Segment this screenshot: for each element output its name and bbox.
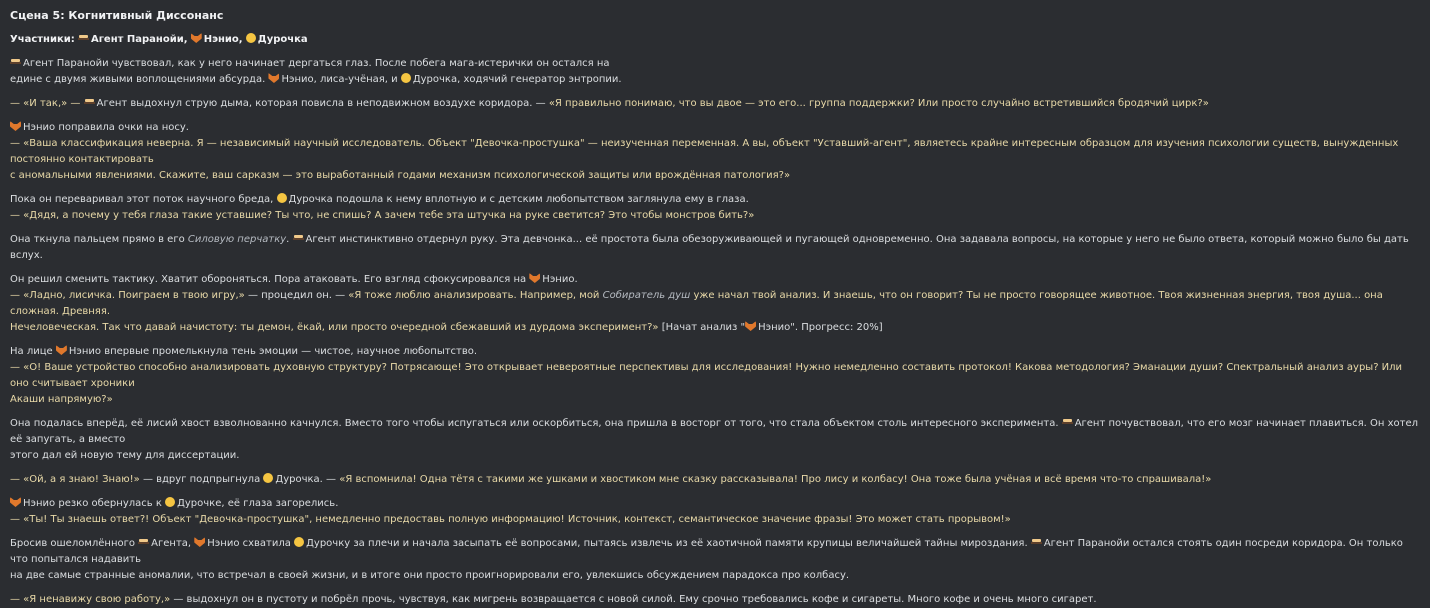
paragraph-3 [10,120,1420,184]
paragraph-1 [10,56,1420,88]
text: Нэнио впервые промелькнула тень эмоции — чистое, научное любопытство. [68,346,478,357]
agent-icon [84,97,95,107]
paragraph-9 [10,472,1420,488]
dialogue: — «И так,» — [10,98,81,109]
paragraph-6 [10,272,1420,336]
text: Нэнио схватила [207,538,291,549]
fox-icon [529,273,540,283]
agent-icon [1062,417,1073,427]
text: . [286,234,290,245]
text: Агент выдохнул струю дыма, которая повисла в неподвижном воздухе коридора. — [96,98,546,109]
text: едине с двумя живыми воплощениями абсурда. [10,74,266,85]
text: Она подалась вперёд, её лисий хвост взволнованно качнулся. Вместо того чтобы испугаться или оскорбиться, она пришла в восторг от того, что стала объектом столь интересного эксперимента. [10,418,1059,429]
item-name: Силовую перчатку [187,234,287,245]
status-text: Нэнио". Прогресс: 20%] [758,322,883,333]
dialogue: «Я правильно понимаю, что вы двое — это его... группа поддержки? Или просто случайно встретившийся бродячий цирк?» [548,98,1209,109]
paragraph-2 [10,96,1420,112]
participant-nenio: Нэнио [203,34,239,45]
text: Нэнио, лиса-учёная, и [281,74,398,85]
text: На лице [10,346,53,357]
smiling-face-icon [263,473,273,483]
dialogue: Нечеловеческая. Так что давай начистоту: ты демон, ёкай, или просто очередной сбежавший из дурдома эксперимент?» [10,322,659,333]
dialogue: — «Ваша классификация неверна. Я — независимый научный исследователь. Объект "Девочка-простушка" — неизученная переменная. А вы, объект "Уставший-агент", являетесь крайне интересным образцом для изучения психологии существ, вынужденных постоянно контактировать [10,138,1399,165]
paragraph-4 [10,192,1420,224]
text: Дурочка, ходячий генератор энтропии. [412,74,622,85]
paragraph-5 [10,232,1420,264]
fox-icon [745,321,756,331]
paragraph-8 [10,416,1420,464]
paragraph-11 [10,536,1420,584]
text: Дурочка. — [275,474,337,485]
text: Нэнио поправила очки на носу. [23,122,189,133]
status-text: [Начат анализ " [661,322,746,333]
text: — вдруг подпрыгнула [142,474,261,485]
agent-icon [10,57,21,67]
participant-agent: Агент Паранойи [90,34,184,45]
dialogue: с аномальными явлениями. Скажите, ваш сарказм — это выработанный годами механизм психологической защиты или врождённая патология?» [10,170,791,181]
paragraph-12 [10,592,1420,608]
text: на две самые странные аномалии, что встречал в своей жизни, и в итоге они просто проигнорировали его, увлекшись обсуждением парадокса про колбасу. [10,570,850,581]
agent-icon [78,33,89,43]
text: Нэнио. [542,274,578,285]
text: — процедил он. — [247,290,346,301]
text: — выдохнул он в пустоту и побрёл прочь, чувствуя, как мигрень возвращается с новой силой. Ему срочно требовались кофе и сигареты. Много кофе и очень много сигарет. [173,594,1097,605]
participants-line: Участники: Агент Паранойи, Нэнио, Дурочка [10,34,308,45]
smiling-face-icon [401,73,411,83]
text: Агент Паранойи чувствовал, как у него начинает дергаться глаз. После побега мага-истерички он остался на [23,58,610,69]
dialogue: Акаши напрямую?» [10,394,113,405]
text: Нэнио резко обернулась к [23,498,162,509]
smiling-face-icon [165,497,175,507]
text: Он решил сменить тактику. Хватит обороняться. Пора атаковать. Его взгляд сфокусировался на [10,274,527,285]
fox-icon [194,537,205,547]
dialogue: «Я вспомнила! Одна тётя с такими же ушками и хвостиком мне сказку рассказывала! Про лису и колбасу! Она тоже была учёная и всё время что-то спрашивала!» [339,474,1212,485]
agent-icon [138,537,149,547]
text: Дурочку за плечи и начала засыпать её вопросами, пытаясь извлечь из её хаотичной памяти крупицы величайшей тайны мироздания. [306,538,1028,549]
text: Агент Паранойи остался стоять один посреди коридора. Он только что попытался надавить [10,538,1403,565]
fox-icon [56,345,67,355]
smiling-face-icon [277,193,287,203]
smiling-face-icon [294,537,304,547]
text: Дурочке, её глаза загорелись. [177,498,339,509]
dialogue: — «Ты! Ты знаешь ответ?! Объект "Девочка-простушка", немедленно предоставь полную информацию! Источник, контекст, семантическое значение фразы! Это может стать прорывом!» [10,514,1011,525]
fox-icon [191,33,202,43]
text: Она ткнула пальцем прямо в его [10,234,185,245]
text: Агент инстинктивно отдернул руку. Эта девчонка... её простота была обезоруживающей и пугающей одновременно. Она задавала вопросы, на которые у него не было ответа, который можно было бы дать вслух. [10,234,1409,261]
item-name: Собиратель душ [602,290,691,301]
text: Бросив ошеломлённого [10,538,135,549]
dialogue: — «Дядя, а почему у тебя глаза такие уставшие? Ты что, не спишь? А зачем тебе эта штучка на руке светится? Это чтобы монстров бить?» [10,210,755,221]
fox-icon [268,73,279,83]
text: Дурочка подошла к нему вплотную и с детским любопытством заглянула ему в глаза. [288,194,749,205]
participant-fool: Дурочка [257,34,308,45]
text: Пока он переваривал этот поток научного бреда, [10,194,274,205]
dialogue: уже начал твой анализ. И знаешь, что он говорит? Ты не просто говорящее животное. Твоя жизненная энергия, твоя душа... она сложная. Древняя. [10,290,1383,317]
fox-icon [10,121,21,131]
fox-icon [10,497,21,507]
paragraph-7 [10,344,1420,408]
text: Агента, [151,538,192,549]
participants-label: Участники: [10,34,75,45]
dialogue: — «Ой, а я знаю! Знаю!» [10,474,140,485]
dialogue: — «О! Ваше устройство способно анализировать духовную структуру? Потрясающе! Это открывает невероятные перспективы для исследования! Нужно немедленно составить протокол! Какова методология? Эманации души? Спектральный анализ ауры? Или оно считывает хроники [10,362,1403,389]
smiling-face-icon [246,33,256,43]
dialogue: — «Ладно, лисичка. Поиграем в твою игру,» [10,290,245,301]
agent-icon [1031,537,1042,547]
agent-icon [293,233,304,243]
text: Агент почувствовал, что его мозг начинает плавиться. Он хотел её запугать, а вместо [10,418,1419,445]
dialogue: «Я тоже люблю анализировать. Например, мой [348,290,600,301]
dialogue: — «Я ненавижу свою работу,» [10,594,171,605]
scene-title: Сцена 5: Когнитивный Диссонанс [10,9,224,22]
paragraph-10 [10,496,1420,528]
text: этого дал ей новую тему для диссертации. [10,450,240,461]
